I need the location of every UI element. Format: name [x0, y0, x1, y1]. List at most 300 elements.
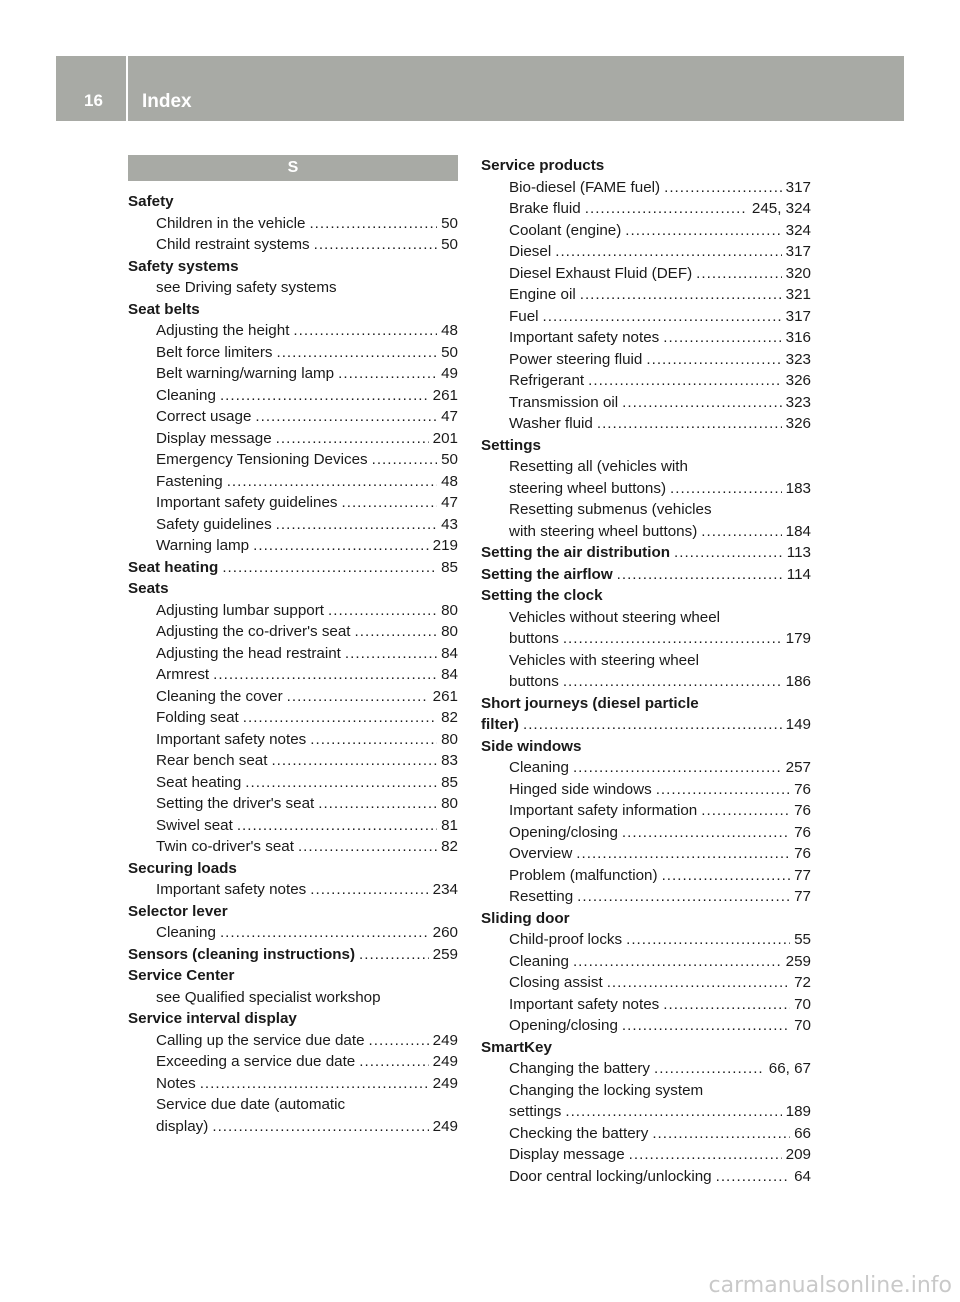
- entry-page: 70: [794, 1017, 811, 1034]
- index-entry-heading: [128, 858, 458, 880]
- entry-page: 80: [441, 730, 458, 748]
- index-entry-heading: [481, 736, 811, 758]
- index-subentry: [481, 392, 811, 414]
- entry-text: Fuel: [509, 307, 539, 325]
- index-entry-heading: [128, 256, 458, 278]
- entry-text: Service products: [481, 157, 605, 174]
- entry-text: Opening/closing: [509, 823, 618, 841]
- entry-text: Service interval display: [128, 1010, 297, 1027]
- leader-dots: [622, 822, 790, 844]
- page-header: [56, 56, 904, 121]
- index-subentry: [481, 263, 811, 285]
- entry-text: buttons: [509, 673, 559, 690]
- entry-page: 84: [441, 666, 458, 683]
- index-entry-heading: [481, 1037, 811, 1059]
- index-subentry: [128, 449, 458, 471]
- entry-page: 317: [785, 307, 811, 325]
- index-entry-heading: [128, 944, 458, 966]
- entry-page: 80: [441, 623, 458, 640]
- entry-text: Power steering fluid: [509, 350, 643, 368]
- page-title: Index: [142, 91, 192, 112]
- entry-text: Swivel seat: [156, 816, 233, 834]
- index-entry-heading: [128, 965, 458, 987]
- entry-page: 249: [432, 1117, 458, 1135]
- leader-dots: [617, 564, 783, 586]
- index-subentry: [128, 815, 458, 837]
- entry-page: 76: [794, 780, 811, 798]
- entry-text: Engine oil: [509, 286, 576, 303]
- entry-page: 259: [432, 945, 458, 963]
- entry-text: Setting the airflow: [481, 565, 613, 583]
- entry-text: Vehicles with steering wheel: [509, 651, 699, 669]
- leader-dots: [662, 865, 791, 887]
- entry-page: 209: [785, 1146, 811, 1163]
- entry-page: 77: [794, 866, 811, 884]
- watermark: carmanualsonline.info: [708, 1273, 952, 1298]
- entry-page: 257: [785, 759, 811, 776]
- index-subentry: [481, 456, 811, 478]
- leader-dots: [276, 342, 437, 364]
- index-subentry: [128, 1116, 458, 1138]
- entry-text: Important safety notes: [509, 995, 660, 1013]
- entry-text: Sliding door: [481, 909, 570, 927]
- entry-page: 261: [432, 687, 458, 705]
- entry-text: see Qualified specialist workshop: [156, 988, 381, 1006]
- entry-text: Child-proof locks: [509, 931, 623, 948]
- index-subentry: [128, 793, 458, 815]
- entry-page: 249: [432, 1074, 458, 1092]
- entry-text: Adjusting the co-driver's seat: [156, 623, 351, 640]
- index-subentry: [481, 822, 811, 844]
- index-subentry: [481, 1123, 811, 1145]
- leader-dots: [293, 320, 437, 342]
- entry-text: Important safety notes: [156, 730, 307, 748]
- index-subentry: [481, 972, 811, 994]
- entry-text: Changing the locking system: [509, 1081, 704, 1099]
- entry-text: Transmission oil: [509, 393, 619, 411]
- index-subentry: [128, 492, 458, 514]
- entry-text: Safety: [128, 193, 174, 210]
- leader-dots: [372, 449, 437, 471]
- entry-text: Rear bench seat: [156, 752, 268, 769]
- index-entry-heading: [128, 1008, 458, 1030]
- leader-dots: [310, 879, 428, 901]
- entry-text: Safety guidelines: [156, 515, 272, 533]
- leader-dots: [622, 392, 782, 414]
- index-subentry: [128, 471, 458, 493]
- entry-page: 321: [785, 286, 811, 303]
- leader-dots: [220, 922, 429, 944]
- index-subentry: [128, 363, 458, 385]
- entry-text: Child restraint systems: [156, 236, 310, 253]
- entry-text: Settings: [481, 436, 541, 454]
- index-subentry: [128, 772, 458, 794]
- index-entry-heading: [481, 155, 811, 177]
- index-subentry: [128, 664, 458, 686]
- entry-text: Seats: [128, 580, 169, 597]
- entry-text: Important safety notes: [156, 881, 307, 898]
- entry-page: 320: [785, 264, 811, 282]
- index-subentry: [481, 177, 811, 199]
- leader-dots: [271, 750, 437, 772]
- entry-text: Cleaning: [509, 952, 569, 970]
- entry-text: filter): [481, 716, 519, 733]
- index-subentry: [481, 650, 811, 672]
- leader-dots: [523, 714, 782, 736]
- index-subentry: [481, 284, 811, 306]
- entry-text: Seat heating: [156, 773, 242, 791]
- entry-text: Setting the clock: [481, 587, 603, 604]
- index-subentry: [481, 1101, 811, 1123]
- index-subentry: [128, 836, 458, 858]
- index-subentry: [128, 1030, 458, 1052]
- leader-dots: [345, 643, 437, 665]
- entry-text: Cleaning the cover: [156, 687, 283, 705]
- entry-page: 201: [432, 429, 458, 447]
- index-subentry: [128, 277, 458, 299]
- index-subentry: [128, 600, 458, 622]
- entry-page: 317: [785, 243, 811, 260]
- leader-dots: [654, 1058, 765, 1080]
- entry-page: 183: [785, 479, 811, 497]
- entry-page: 219: [432, 537, 458, 554]
- entry-text: Short journeys (diesel particle: [481, 694, 699, 712]
- entry-text: steering wheel buttons): [509, 479, 667, 497]
- entry-page: 50: [441, 451, 458, 468]
- entry-page: 324: [785, 221, 811, 239]
- entry-text: Adjusting lumbar support: [156, 601, 324, 619]
- entry-page: 47: [441, 494, 458, 511]
- entry-page: 66: [794, 1124, 811, 1142]
- entry-page: 49: [441, 365, 458, 382]
- entry-text: Display message: [156, 429, 272, 447]
- index-subentry: [128, 686, 458, 708]
- index-subentry: [481, 499, 811, 521]
- leader-dots: [318, 793, 437, 815]
- index-subentry: [481, 607, 811, 629]
- entry-text: Setting the driver's seat: [156, 795, 315, 812]
- index-column-right: [481, 155, 811, 1187]
- entry-page: 85: [441, 558, 458, 576]
- leader-dots: [555, 241, 781, 263]
- entry-text: Brake fluid: [509, 200, 581, 217]
- leader-dots: [255, 406, 437, 428]
- leader-dots: [212, 1116, 428, 1138]
- leader-dots: [359, 944, 429, 966]
- entry-text: Warning lamp: [156, 537, 250, 554]
- leader-dots: [716, 1166, 790, 1188]
- entry-page: 85: [441, 773, 458, 791]
- leader-dots: [253, 535, 429, 557]
- entry-text: Important safety notes: [509, 329, 660, 346]
- entry-text: buttons: [509, 630, 559, 647]
- entry-page: 249: [432, 1031, 458, 1049]
- entry-page: 50: [441, 214, 458, 232]
- entry-page: 179: [785, 630, 811, 647]
- leader-dots: [597, 413, 782, 435]
- leader-dots: [588, 370, 782, 392]
- index-entry-heading: [128, 299, 458, 321]
- entry-page: 261: [432, 386, 458, 404]
- index-subentry: [128, 750, 458, 772]
- index-subentry: [481, 843, 811, 865]
- index-subentry: [128, 1094, 458, 1116]
- leader-dots: [227, 471, 437, 493]
- leader-dots: [338, 363, 437, 385]
- index-subentry: [481, 220, 811, 242]
- entry-text: Fastening: [156, 472, 223, 490]
- entry-page: 48: [441, 472, 458, 490]
- leader-dots: [200, 1073, 429, 1095]
- index-subentry: [481, 951, 811, 973]
- index-subentry: [481, 1166, 811, 1188]
- index-entry-heading: [481, 585, 811, 607]
- entry-page: 64: [794, 1167, 811, 1185]
- index-subentry: [128, 320, 458, 342]
- entry-text: Belt force limiters: [156, 343, 273, 361]
- index-subentry: [481, 886, 811, 908]
- index-entry-heading: [481, 542, 811, 564]
- leader-dots: [629, 1144, 782, 1166]
- index-subentry: [128, 922, 458, 944]
- index-entry-heading: [128, 578, 458, 600]
- entry-page: 50: [441, 343, 458, 361]
- leader-dots: [622, 1015, 790, 1037]
- entry-text: Twin co-driver's seat: [156, 838, 294, 855]
- leader-dots: [328, 600, 437, 622]
- index-column-left: [128, 155, 458, 1137]
- leader-dots: [674, 542, 783, 564]
- entry-text: Cleaning: [509, 759, 569, 776]
- entry-text: Children in the vehicle: [156, 214, 306, 232]
- entry-page: 317: [785, 178, 811, 196]
- entry-text: Coolant (engine): [509, 221, 622, 239]
- entry-text: settings: [509, 1103, 562, 1120]
- entry-text: Emergency Tensioning Devices: [156, 451, 368, 468]
- index-entry-heading: [481, 693, 811, 715]
- index-subentry: [128, 879, 458, 901]
- index-subentry: [481, 1015, 811, 1037]
- entry-page: 186: [785, 673, 811, 690]
- entry-text: Overview: [509, 845, 573, 862]
- leader-dots: [670, 478, 782, 500]
- index-subentry: [128, 729, 458, 751]
- leader-dots: [342, 492, 438, 514]
- entry-text: Hinged side windows: [509, 780, 652, 798]
- index-entry-heading: [128, 557, 458, 579]
- index-subentry: [128, 535, 458, 557]
- leader-dots: [276, 428, 429, 450]
- leader-dots: [220, 385, 429, 407]
- index-entry-heading: [481, 908, 811, 930]
- index-entry-heading: [481, 714, 811, 736]
- index-subentry: [128, 342, 458, 364]
- leader-dots: [369, 1030, 429, 1052]
- index-subentry: [128, 621, 458, 643]
- index-subentry: [128, 406, 458, 428]
- leader-dots: [573, 757, 782, 779]
- leader-dots: [663, 327, 781, 349]
- entry-text: SmartKey: [481, 1038, 552, 1056]
- entry-text: Sensors (cleaning instructions): [128, 945, 356, 963]
- index-subentry: [128, 234, 458, 256]
- entry-text: display): [156, 1117, 209, 1135]
- leader-dots: [298, 836, 437, 858]
- entry-text: Cleaning: [156, 924, 216, 941]
- entry-text: see Driving safety systems: [156, 279, 337, 296]
- leader-dots: [314, 234, 437, 256]
- leader-dots: [701, 800, 790, 822]
- leader-dots: [576, 843, 790, 865]
- entry-page: 48: [441, 322, 458, 339]
- entry-page: 83: [441, 752, 458, 769]
- index-subentry: [481, 757, 811, 779]
- leader-dots: [563, 628, 782, 650]
- leader-dots: [573, 951, 782, 973]
- leader-dots: [664, 177, 782, 199]
- index-entry-heading: [128, 901, 458, 923]
- index-subentry: [481, 800, 811, 822]
- entry-text: Bio-diesel (FAME fuel): [509, 178, 661, 196]
- entry-page: 245, 324: [751, 200, 811, 217]
- entry-text: Important safety guidelines: [156, 494, 338, 511]
- index-subentry: [128, 428, 458, 450]
- page-number: 16: [84, 91, 103, 110]
- index-subentry: [481, 779, 811, 801]
- entry-text: Service due date (automatic: [156, 1096, 346, 1113]
- entry-text: Checking the battery: [509, 1124, 649, 1142]
- index-subentry: [481, 241, 811, 263]
- leader-dots: [580, 284, 782, 306]
- leader-dots: [646, 349, 781, 371]
- entry-text: Vehicles without steering wheel: [509, 608, 721, 626]
- entry-page: 323: [785, 393, 811, 411]
- index-subentry: [481, 1080, 811, 1102]
- entry-text: Seat heating: [128, 558, 219, 576]
- leader-dots: [276, 514, 437, 536]
- leader-dots: [237, 815, 437, 837]
- entry-page: 259: [785, 952, 811, 970]
- entry-page: 70: [794, 995, 811, 1013]
- entry-page: 113: [786, 544, 811, 561]
- entry-page: 77: [794, 888, 811, 905]
- entry-text: Armrest: [156, 666, 210, 683]
- index-subentry: [128, 1073, 458, 1095]
- header-divider: [126, 56, 128, 121]
- leader-dots: [287, 686, 429, 708]
- entry-page: 234: [432, 881, 458, 898]
- entry-page: 81: [441, 816, 458, 834]
- leader-dots: [656, 779, 790, 801]
- index-subentry: [481, 413, 811, 435]
- leader-dots: [701, 521, 781, 543]
- index-subentry: [128, 1051, 458, 1073]
- index-subentry: [128, 707, 458, 729]
- leader-dots: [359, 1051, 428, 1073]
- entry-text: Calling up the service due date: [156, 1031, 365, 1049]
- entry-text: Closing assist: [509, 974, 603, 991]
- entry-page: 72: [794, 974, 811, 991]
- entry-text: Adjusting the height: [156, 322, 290, 339]
- index-entry-heading: [128, 191, 458, 213]
- leader-dots: [577, 886, 790, 908]
- entry-page: 43: [441, 515, 458, 533]
- entry-page: 189: [785, 1103, 811, 1120]
- entry-text: Correct usage: [156, 408, 252, 425]
- entry-page: 249: [432, 1053, 458, 1070]
- entry-text: Side windows: [481, 737, 582, 755]
- leader-dots: [563, 671, 782, 693]
- entry-text: Notes: [156, 1074, 196, 1092]
- entry-text: Service Center: [128, 967, 235, 984]
- leader-dots: [625, 220, 781, 242]
- entry-page: 66, 67: [768, 1060, 811, 1077]
- entry-text: Problem (malfunction): [509, 866, 658, 884]
- entry-text: Resetting all (vehicles with: [509, 458, 688, 475]
- entry-page: 80: [441, 601, 458, 619]
- index-subentry: [128, 213, 458, 235]
- index-subentry: [481, 865, 811, 887]
- entry-text: Important safety information: [509, 802, 698, 819]
- entry-text: with steering wheel buttons): [509, 522, 698, 540]
- entry-text: Diesel: [509, 243, 552, 260]
- leader-dots: [355, 621, 438, 643]
- leader-dots: [543, 306, 782, 328]
- entry-text: Resetting: [509, 888, 574, 905]
- entry-text: Display message: [509, 1146, 625, 1163]
- entry-page: 316: [785, 329, 811, 346]
- index-subentry: [481, 671, 811, 693]
- entry-page: 55: [794, 931, 811, 948]
- entry-text: Exceeding a service due date: [156, 1053, 356, 1070]
- leader-dots: [222, 557, 437, 579]
- index-subentry: [481, 1144, 811, 1166]
- index-subentry: [481, 478, 811, 500]
- index-subentry: [481, 306, 811, 328]
- index-subentry: [481, 349, 811, 371]
- index-subentry: [481, 521, 811, 543]
- entry-page: 184: [785, 522, 811, 540]
- entry-page: 84: [441, 644, 458, 662]
- index-subentry: [128, 643, 458, 665]
- entry-page: 47: [441, 408, 458, 425]
- entry-page: 80: [441, 795, 458, 812]
- entry-text: Refrigerant: [509, 372, 585, 389]
- leader-dots: [309, 213, 437, 235]
- entry-text: Washer fluid: [509, 415, 593, 432]
- entry-page: 114: [786, 565, 811, 583]
- entry-text: Belt warning/warning lamp: [156, 365, 335, 382]
- entry-text: Diesel Exhaust Fluid (DEF): [509, 264, 693, 282]
- entry-text: Folding seat: [156, 709, 239, 726]
- index-subentry: [481, 370, 811, 392]
- entry-text: Securing loads: [128, 859, 237, 877]
- index-entry-heading: [481, 435, 811, 457]
- entry-page: 76: [794, 802, 811, 819]
- index-subentry: [128, 987, 458, 1009]
- index-subentry: [128, 385, 458, 407]
- index-entry-heading: [481, 564, 811, 586]
- entry-text: Safety systems: [128, 257, 239, 275]
- entry-text: Changing the battery: [509, 1060, 651, 1077]
- entry-page: 149: [785, 716, 811, 733]
- entry-page: 82: [441, 709, 458, 726]
- entry-text: Selector lever: [128, 902, 228, 920]
- entry-text: Opening/closing: [509, 1017, 618, 1034]
- entry-text: Door central locking/unlocking: [509, 1167, 712, 1185]
- entry-page: 326: [785, 415, 811, 432]
- leader-dots: [663, 994, 790, 1016]
